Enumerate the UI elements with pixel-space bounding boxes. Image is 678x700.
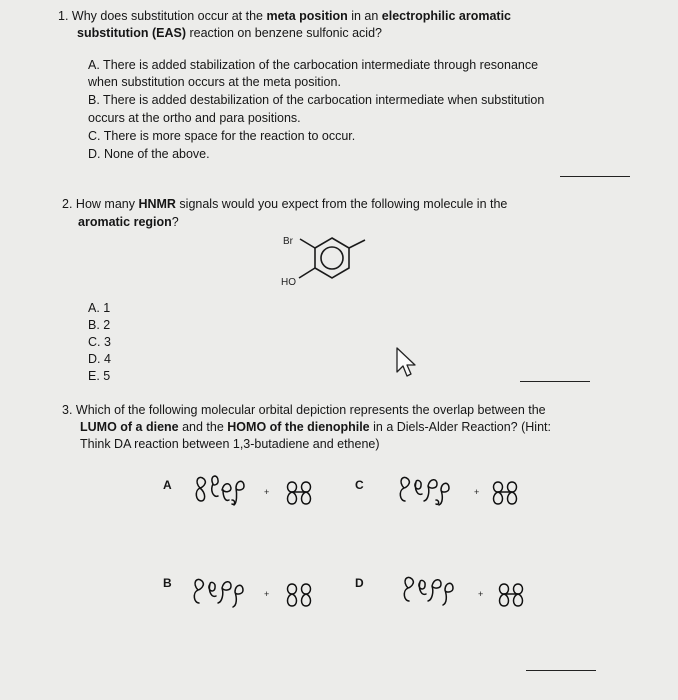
q3-choice-b-label[interactable]: B	[163, 576, 172, 590]
choice-c-diene-orbitals-icon	[400, 477, 449, 505]
q1-option-d: D. None of the above.	[88, 147, 210, 161]
oh-bond	[299, 268, 315, 278]
q1-stem-line2-bold: substitution (EAS)	[77, 26, 187, 40]
choice-c-ethene-orbitals-icon	[494, 482, 517, 504]
q2-option-a: A. 1	[88, 301, 111, 315]
q3-answer-blank[interactable]	[526, 670, 596, 671]
q1-stem-a: Why does substitution occur at the	[71, 9, 267, 23]
q2-option-b: B. 2	[88, 318, 111, 332]
q3-stem-line2	[80, 419, 551, 435]
q3-stem-line3-text: Think DA reaction between 1,3-butadiene and ethene)	[80, 437, 380, 451]
br-bond	[300, 239, 315, 248]
br-label: Br	[283, 236, 293, 247]
q2-stem-b: signals would you expect from the following molecule in the	[175, 197, 508, 211]
q3-stem-mid: and the	[178, 420, 228, 434]
q2-stem-line2-bold: aromatic region	[78, 215, 172, 229]
q2-stem-line2	[78, 214, 179, 230]
choice-c-plus: +	[474, 487, 480, 497]
q3-choice-c-label[interactable]: C	[355, 478, 364, 492]
q1-stem-line2: reaction on benzene sulfonic acid?	[186, 26, 382, 40]
q1-option-a-line2: when substitution occurs at the meta position.	[88, 75, 341, 89]
q2-option-e: E. 5	[88, 369, 111, 383]
q1-stem-line1	[58, 8, 511, 24]
q3-stem-line3	[80, 436, 380, 452]
methyl-bond	[349, 240, 365, 248]
q2-stem-line1	[62, 196, 507, 212]
molecule-structure	[272, 228, 382, 298]
choice-d-ethene-orbitals-icon	[500, 584, 523, 606]
choice-a-ethene-orbitals-icon	[288, 482, 311, 504]
choice-d-diene-orbitals-icon	[404, 577, 453, 605]
q1-stem-line2	[77, 25, 382, 41]
q3-number: 3.	[62, 403, 73, 417]
q1-stem-bold2: electrophilic aromatic	[381, 9, 512, 23]
q1-stem-bold: meta position	[266, 9, 348, 23]
q2-option-c: C. 3	[88, 335, 111, 349]
q2-answer-blank[interactable]	[520, 381, 590, 382]
q3-choice-d-label[interactable]: D	[355, 576, 364, 590]
q1-stem-b: in an	[347, 9, 382, 23]
choice-b-ethene-orbitals-icon	[288, 584, 311, 606]
q2-number: 2.	[62, 197, 73, 211]
choice-b-diene-orbitals-icon	[194, 579, 243, 607]
benzene-ring	[315, 238, 349, 278]
q3-stem-line1	[62, 402, 546, 418]
q1-option-b-line2: occurs at the ortho and para positions.	[88, 111, 301, 125]
q3-orbital-drawings	[0, 460, 678, 660]
q1-option-a-line1: A. There is added stabilization of the carbocation intermediate through resonance	[88, 58, 539, 72]
choice-d-plus: +	[478, 589, 484, 599]
q2-option-d: D. 4	[88, 352, 111, 366]
q3-bold-homo: HOMO of the dienophile	[227, 420, 370, 434]
q3-bold-lumo: LUMO of a diene	[80, 420, 179, 434]
q1-answer-blank[interactable]	[560, 176, 630, 177]
choice-a-diene-orbitals-icon	[196, 476, 244, 505]
q2-stem-a: How many	[75, 197, 139, 211]
q1-option-c: C. There is more space for the reaction to occur.	[88, 129, 356, 143]
q3-choice-a-label[interactable]: A	[163, 478, 172, 492]
q2-stem-bold: HNMR	[138, 197, 176, 211]
choice-b-plus: +	[264, 589, 270, 599]
choice-a-plus: +	[264, 487, 270, 497]
q3-stem-end: in a Diels-Alder Reaction? (Hint:	[369, 420, 551, 434]
q1-number: 1.	[58, 9, 69, 23]
q3-stem-line1-text: Which of the following molecular orbital depiction represents the overlap between the	[75, 403, 546, 417]
q2-stem-line2: ?	[171, 215, 179, 229]
ho-label: HO	[281, 277, 296, 288]
mouse-pointer-icon	[394, 346, 420, 380]
q1-option-b-line1: B. There is added destabilization of the carbocation intermediate when substitution	[88, 93, 545, 107]
